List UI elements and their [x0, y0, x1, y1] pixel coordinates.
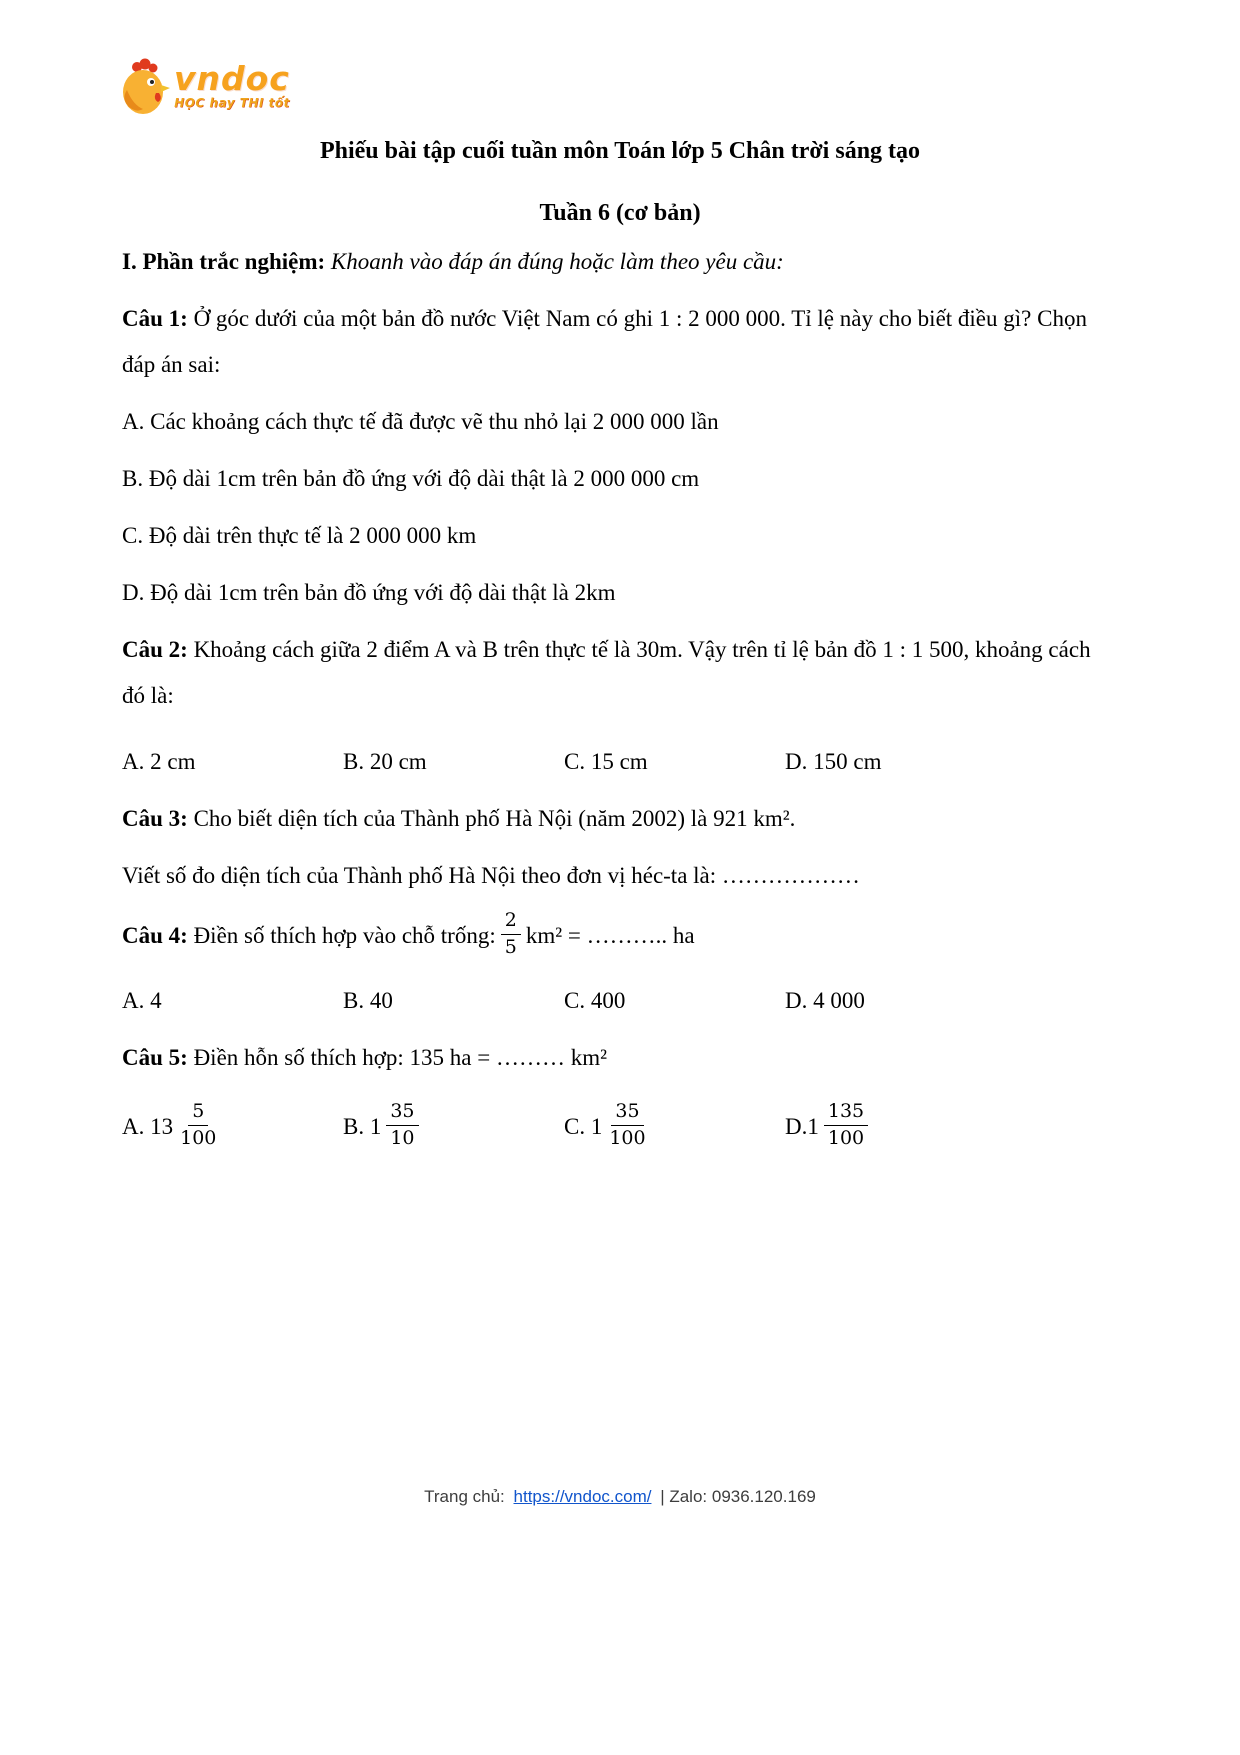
question-1: [122, 296, 1118, 388]
section-instruction: Khoanh vào đáp án đúng hoặc làm theo yêu cầu:: [330, 249, 784, 274]
question-2-label: Câu 2:: [122, 637, 188, 662]
question-4-fraction: [501, 908, 521, 960]
question-2-text: Khoảng cách giữa 2 điểm A và B trên thực tế là 30m. Vậy trên tỉ lệ bản đồ 1 : 1 500, khoảng cách đó là:: [122, 637, 1091, 708]
question-1-option-d: D. Độ dài 1cm trên bản đồ ứng với độ dài thật là 2km: [122, 580, 616, 605]
section-heading: [122, 239, 1118, 285]
question-1-label: Câu 1:: [122, 306, 188, 331]
question-2-option-b: B. 20 cm: [343, 749, 427, 774]
brand-tagline: HỌC hay THI tốt: [174, 96, 290, 110]
document-content: [0, 136, 1240, 1154]
question-4-option-a: A. 4: [122, 988, 162, 1014]
question-5: [122, 1035, 1118, 1081]
document-title: Phiếu bài tập cuối tuần môn Toán lớp 5 Chân trời sáng tạo: [319, 138, 921, 164]
question-4: [122, 910, 1118, 962]
document-subtitle: Tuần 6 (cơ bản): [539, 200, 701, 226]
question-1-text: Ở góc dưới của một bản đồ nước Việt Nam có ghi 1 : 2 000 000. Tỉ lệ này cho biết điều gì? Chọn đáp án sai:: [122, 306, 1087, 377]
question-4-option-d: D. 4 000: [785, 988, 865, 1014]
question-5-text: Điền hỗn số thích hợp: 135 ha = ……… km²: [193, 1045, 607, 1071]
question-3-label: Câu 3:: [122, 806, 188, 831]
option-fraction: [178, 1099, 218, 1151]
question-5-option-b: [343, 1101, 564, 1153]
question-5-options: [122, 1101, 1118, 1153]
option-prefix: A. 13: [122, 1114, 174, 1140]
fraction-denominator: 100: [827, 1126, 865, 1149]
fraction-numerator: 35: [611, 1099, 643, 1126]
fraction-numerator: 135: [824, 1099, 868, 1126]
question-5-option-a: [122, 1101, 343, 1153]
question-4-label: Câu 4:: [122, 923, 188, 949]
question-5-option-d: [785, 1101, 873, 1153]
fraction-denominator: 10: [390, 1126, 415, 1149]
question-2: [122, 627, 1118, 719]
question-1-option-a: A. Các khoảng cách thực tế đã được vẽ thu nhỏ lại 2 000 000 lần: [122, 409, 719, 434]
question-1-option-c: C. Độ dài trên thực tế là 2 000 000 km: [122, 523, 477, 548]
page-footer: [0, 1487, 1240, 1507]
question-5-label: Câu 5:: [122, 1045, 188, 1071]
question-3-text: Cho biết diện tích của Thành phố Hà Nội (năm 2002) là 921 km².: [193, 806, 796, 831]
question-4-text-before: Điền số thích hợp vào chỗ trống:: [193, 923, 496, 949]
question-3: [122, 796, 1118, 842]
option-fraction: [607, 1099, 647, 1151]
question-4-options: [122, 978, 1118, 1024]
question-4-text-after: km² = ……….. ha: [525, 923, 695, 949]
chicken-mascot-icon: [118, 58, 170, 122]
brand-name: vndoc: [174, 59, 290, 98]
option-prefix: B. 1: [343, 1114, 382, 1140]
question-2-option-d: D. 150 cm: [785, 749, 882, 774]
option-fraction: [386, 1099, 418, 1151]
question-4-option-c: C. 400: [564, 988, 626, 1014]
option-fraction: [824, 1099, 868, 1151]
question-5-option-c: [564, 1101, 785, 1153]
vndoc-logo: [118, 58, 290, 122]
fraction-numerator: 5: [188, 1099, 208, 1126]
fraction-numerator: 2: [501, 908, 521, 935]
question-2-option-a: A. 2 cm: [122, 749, 196, 774]
option-prefix: C. 1: [564, 1114, 603, 1140]
footer-suffix: | Zalo: 0936.120.169: [660, 1487, 816, 1506]
fraction-numerator: 35: [386, 1099, 418, 1126]
fraction-denominator: 100: [180, 1126, 217, 1149]
question-1-option-b: B. Độ dài 1cm trên bản đồ ứng với độ dài thật là 2 000 000 cm: [122, 466, 700, 491]
question-2-option-c: C. 15 cm: [564, 749, 648, 774]
fraction-denominator: 100: [609, 1126, 646, 1149]
question-3-text2: Viết số đo diện tích của Thành phố Hà Nội theo đơn vị héc-ta là: ………………: [122, 863, 860, 888]
section-label: I. Phần trắc nghiệm:: [122, 249, 326, 274]
question-4-option-b: B. 40: [343, 988, 393, 1014]
option-prefix: D.1: [785, 1114, 819, 1140]
fraction-denominator: 5: [504, 935, 517, 958]
footer-prefix: Trang chủ:: [424, 1487, 505, 1506]
homepage-link[interactable]: https://vndoc.com/: [513, 1487, 652, 1506]
question-2-options: [122, 739, 1118, 785]
